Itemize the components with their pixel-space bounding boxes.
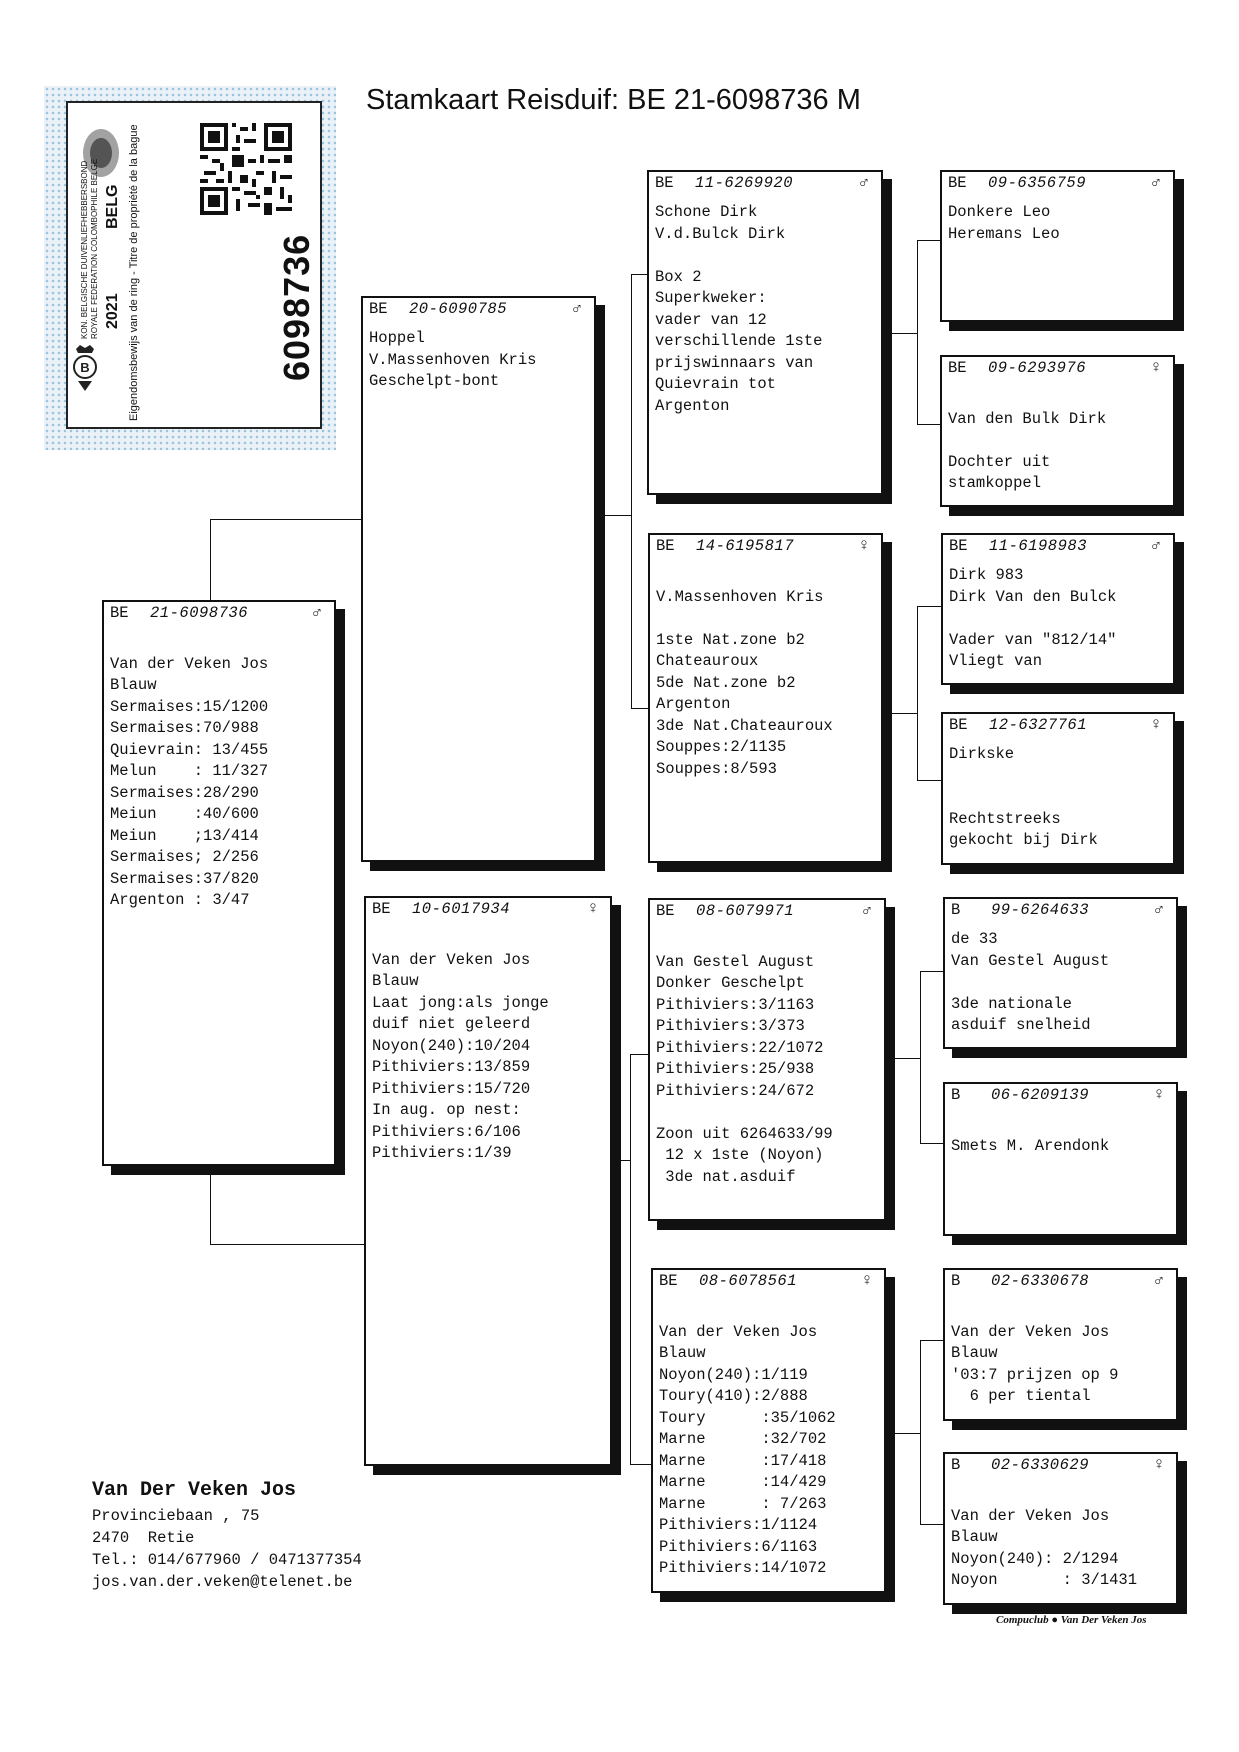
card-text-line: Schone Dirk <box>655 203 758 221</box>
owner-address-block <box>92 1477 362 1593</box>
card-text-line: Pithiviers:24/672 <box>656 1081 815 1100</box>
country-code: BE <box>948 359 967 378</box>
ring-number: 11-6198983 <box>989 537 1088 556</box>
svg-text:B: B <box>80 360 90 375</box>
card-text-line: 3de Nat.Chateauroux <box>656 716 833 735</box>
country-code: BE <box>949 537 968 556</box>
ring-number: 06-6209139 <box>991 1086 1090 1105</box>
qr-code-icon <box>200 123 292 215</box>
pedigree-card-mother[interactable] <box>364 896 612 1466</box>
card-text-line <box>372 928 604 950</box>
ring-number: 99-6264633 <box>991 901 1090 920</box>
pedigree-card-mm-mother[interactable] <box>943 1452 1178 1605</box>
male-symbol-icon: ♂ <box>571 300 583 320</box>
card-text-line: V.Massenhoven Kris <box>369 350 537 369</box>
card-header <box>951 1456 1170 1476</box>
ring-number: 21-6098736 <box>150 604 249 623</box>
card-header <box>949 537 1167 557</box>
card-text-line: V.Massenhoven Kris <box>656 587 824 606</box>
card-text-line: Sermaises:37/820 <box>110 869 259 888</box>
card-text-line: Noyon : 3/1431 <box>951 1571 1138 1589</box>
male-symbol-icon: ♂ <box>1150 537 1162 557</box>
card-text-line: gekocht bij Dirk <box>949 831 1098 849</box>
country-code: B <box>951 1456 961 1475</box>
female-symbol-icon: ♀ <box>1153 1456 1165 1476</box>
card-text-line: Pithiviers:1/39 <box>372 1144 512 1162</box>
ring-certificate <box>44 86 336 450</box>
card-text-line: '03:7 prijzen op 9 <box>951 1365 1119 1384</box>
card-header <box>655 174 875 194</box>
owner-phone: Tel.: 014/677960 / 0471377354 <box>92 1551 362 1569</box>
card-header <box>948 174 1167 194</box>
ring-number: 20-6090785 <box>409 300 508 319</box>
owner-email[interactable]: jos.van.der.veken@telenet.be <box>92 1573 353 1591</box>
card-text-line <box>948 387 1167 409</box>
country-code: BE <box>369 300 388 319</box>
card-text-line: Sermaises:28/290 <box>110 783 259 802</box>
country-code: B <box>951 1086 961 1105</box>
card-text-line: Quievrain: 13/455 <box>110 740 269 759</box>
card-text-line: Dirk 983 <box>949 566 1024 584</box>
card-text-line: asduif snelheid <box>951 1016 1091 1034</box>
card-text-line: Noyon(240):1/119 <box>659 1365 808 1384</box>
federation-logo-icon <box>72 343 98 393</box>
card-text-line: Geschelpt-bont <box>369 372 500 390</box>
country-code: BE <box>659 1272 678 1291</box>
card-text-line: Noyon(240): 2/1294 <box>951 1549 1119 1568</box>
card-text-line <box>656 608 875 630</box>
country-code: B <box>951 1272 961 1291</box>
card-text-line: Van den Bulk Dirk <box>948 409 1107 428</box>
card-text-line <box>951 972 1170 994</box>
card-text-line: Pithiviers:3/1163 <box>656 995 815 1014</box>
male-symbol-icon: ♂ <box>1153 1272 1165 1292</box>
male-symbol-icon: ♂ <box>858 174 870 194</box>
card-text-line: Dirk Van den Bulck <box>949 587 1117 606</box>
page-title: Stamkaart Reisduif: BE 21-6098736 M <box>366 84 861 116</box>
ring-certificate-frame <box>66 101 322 429</box>
card-header <box>951 901 1170 921</box>
card-text-line: Toury :35/1062 <box>659 1408 836 1427</box>
card-text-line: Pithiviers:6/106 <box>372 1122 521 1141</box>
card-text-line: Heremans Leo <box>948 224 1060 243</box>
card-text-line: Chateauroux <box>656 652 759 670</box>
male-symbol-icon: ♂ <box>311 604 323 624</box>
card-text-line: Pithiviers:1/1124 <box>659 1516 818 1534</box>
card-text-line <box>951 1114 1170 1136</box>
pedigree-card-ff-father[interactable] <box>940 170 1175 322</box>
card-text-line: 6 per tiental <box>951 1387 1091 1405</box>
card-text-line: Blauw <box>372 972 419 990</box>
card-text-line: Marne :32/702 <box>659 1430 827 1448</box>
female-symbol-icon: ♀ <box>1153 1086 1165 1106</box>
pedigree-card-mf-father[interactable] <box>943 897 1178 1049</box>
federation-nl-text: KON. BELGISCHE DUIVENLIEFHEBBERSBOND <box>80 160 89 339</box>
card-text-line: Pithiviers:25/938 <box>656 1060 815 1078</box>
ring-number: 08-6079971 <box>696 902 795 921</box>
card-text-line: Van der Veken Jos <box>951 1322 1110 1341</box>
card-header <box>369 300 588 320</box>
footer-credit: Compuclub ● Van Der Veken Jos <box>996 1614 1147 1626</box>
card-text-line: Box 2 <box>655 267 702 286</box>
pedigree-card-father[interactable] <box>361 296 596 862</box>
pedigree-card-mm-father[interactable] <box>943 1268 1178 1421</box>
owner-address: Provinciebaan , 75 <box>92 1507 260 1525</box>
card-text-line: Van der Veken Jos <box>951 1506 1110 1525</box>
card-text-line: In aug. op nest: <box>372 1101 521 1119</box>
card-text-line: Argenton <box>656 695 731 713</box>
card-text-line: Dirkske <box>949 745 1015 763</box>
pedigree-card-subject[interactable] <box>102 600 336 1166</box>
pedigree-card-fm-father[interactable] <box>941 533 1175 685</box>
card-text-line: V.d.Bulck Dirk <box>655 224 786 243</box>
card-text-line: duif niet geleerd <box>372 1015 531 1033</box>
card-text-line: Noyon(240):10/204 <box>372 1036 531 1055</box>
card-text-line: Donker Geschelpt <box>656 974 805 992</box>
card-text-line: Sermaises:15/1200 <box>110 697 269 716</box>
card-header <box>656 902 878 922</box>
card-text-line: Marne :14/429 <box>659 1473 827 1491</box>
card-text-line: Vader van "812/14" <box>949 630 1117 649</box>
card-header <box>948 359 1167 379</box>
card-text-line: prijswinnaars van <box>655 353 814 372</box>
card-text-line: Melun : 11/327 <box>110 762 269 780</box>
female-symbol-icon: ♀ <box>861 1272 873 1292</box>
card-text-line: Van der Veken Jos <box>659 1322 818 1341</box>
card-text-line: Smets M. Arendonk <box>951 1136 1110 1155</box>
card-text-line: Sermaises; 2/256 <box>110 848 259 866</box>
card-text-line: Meiun ;13/414 <box>110 826 259 845</box>
card-header <box>110 604 328 624</box>
owner-name: Van Der Veken Jos <box>92 1479 297 1502</box>
ring-number: 09-6293976 <box>988 359 1087 378</box>
card-text-line <box>656 930 878 952</box>
male-symbol-icon: ♂ <box>1150 174 1162 194</box>
ring-number: 14-6195817 <box>696 537 795 556</box>
card-text-line <box>951 1300 1170 1322</box>
card-text-line: Argenton <box>655 396 730 415</box>
card-text-line <box>656 1102 878 1124</box>
card-text-line <box>656 565 875 587</box>
card-text-line: Blauw <box>951 1344 998 1362</box>
card-header <box>372 900 604 920</box>
card-text-line: Souppes:2/1135 <box>656 738 787 756</box>
card-text-line: Pithiviers:22/1072 <box>656 1038 824 1057</box>
pedigree-card-mf-mother[interactable] <box>943 1082 1178 1236</box>
country-code: BE <box>655 174 674 193</box>
card-text-line: Van Gestel August <box>656 952 815 971</box>
card-text-line: Quievrain tot <box>655 375 776 393</box>
male-symbol-icon: ♂ <box>1153 901 1165 921</box>
card-text-line: 12 x 1ste (Noyon) <box>656 1146 824 1164</box>
country-code: BE <box>372 900 391 919</box>
female-symbol-icon: ♀ <box>587 900 599 920</box>
card-header <box>659 1272 878 1292</box>
card-text-line: 3de nationale <box>951 994 1072 1013</box>
ring-number: 12-6327761 <box>989 716 1088 735</box>
card-header <box>951 1272 1170 1292</box>
card-text-line: Van Gestel August <box>951 951 1110 970</box>
female-symbol-icon: ♀ <box>858 537 870 557</box>
card-text-line: Van der Veken Jos <box>372 950 531 969</box>
female-symbol-icon: ♀ <box>1150 716 1162 736</box>
ring-number: 6098736 <box>276 233 317 381</box>
card-text-line <box>655 245 875 267</box>
card-text-line <box>949 787 1167 809</box>
ring-number: 09-6356759 <box>988 174 1087 193</box>
card-text-line: Laat jong:als jonge <box>372 993 549 1012</box>
card-header <box>951 1086 1170 1106</box>
card-text-line <box>949 608 1167 630</box>
country-code: B <box>951 901 961 920</box>
card-text-line: vader van 12 <box>655 310 767 329</box>
card-text-line: 1ste Nat.zone b2 <box>656 630 805 649</box>
male-symbol-icon: ♂ <box>861 902 873 922</box>
pedigree-card-fm-mother[interactable] <box>941 712 1175 865</box>
card-text-line: Van der Veken Jos <box>110 654 269 673</box>
card-text-line: Blauw <box>659 1344 706 1362</box>
card-header <box>949 716 1167 736</box>
country-code: BE <box>656 537 675 556</box>
card-text-line: Marne : 7/263 <box>659 1494 827 1513</box>
ring-country: BELG <box>104 184 121 229</box>
card-text-line: Blauw <box>110 676 157 694</box>
card-text-line: Pithiviers:13/859 <box>372 1058 531 1076</box>
country-code: BE <box>656 902 675 921</box>
card-text-line: Souppes:8/593 <box>656 759 777 778</box>
pedigree-card-ff-mother[interactable] <box>940 355 1175 507</box>
card-text-line: Argenton : 3/47 <box>110 891 250 909</box>
ownership-text: Eigendomsbewijs van de ring - Titre de propriété de la bague <box>128 124 140 421</box>
card-text-line: 5de Nat.zone b2 <box>656 673 796 692</box>
ring-number: 08-6078561 <box>699 1272 798 1291</box>
card-text-line: Superkweker: <box>655 289 767 307</box>
card-text-line: Zoon uit 6264633/99 <box>656 1124 833 1143</box>
card-header <box>656 537 875 557</box>
country-code: BE <box>949 716 968 735</box>
ring-number: 11-6269920 <box>695 174 794 193</box>
card-text-line <box>110 632 328 654</box>
pedigree-card-mother-father[interactable] <box>648 898 886 1221</box>
card-text-line: Pithiviers:6/1163 <box>659 1537 818 1556</box>
card-text-line: Hoppel <box>369 329 425 347</box>
pedigree-card-mother-mother[interactable] <box>651 1268 886 1593</box>
card-text-line: Pithiviers:14/1072 <box>659 1559 827 1577</box>
card-text-line <box>951 1484 1170 1506</box>
country-code: BE <box>948 174 967 193</box>
card-text-line: 3de nat.asduif <box>656 1167 796 1186</box>
pedigree-card-father-father[interactable] <box>647 170 883 495</box>
card-text-line <box>659 1300 878 1322</box>
female-symbol-icon: ♀ <box>1150 359 1162 379</box>
ring-number: 02-6330678 <box>991 1272 1090 1291</box>
federation-fr-text: ROYALE FEDERATION COLOMBOPHILE BELGE <box>90 158 99 339</box>
card-text-line: Blauw <box>951 1528 998 1546</box>
card-text-line: Marne :17/418 <box>659 1451 827 1470</box>
card-text-line: Dochter uit <box>948 452 1051 471</box>
ring-number: 02-6330629 <box>991 1456 1090 1475</box>
card-text-line: Donkere Leo <box>948 203 1051 221</box>
card-text-line: verschillende 1ste <box>655 332 823 350</box>
card-text-line: Sermaises:70/988 <box>110 719 259 737</box>
card-text-line: Pithiviers:15/720 <box>372 1079 531 1098</box>
card-text-line <box>948 430 1167 452</box>
card-text-line: Pithiviers:3/373 <box>656 1017 805 1035</box>
pedigree-card-father-mother[interactable] <box>648 533 883 863</box>
card-text-line: Meiun :40/600 <box>110 805 259 823</box>
card-text-line: stamkoppel <box>948 474 1042 492</box>
ring-number: 10-6017934 <box>412 900 511 919</box>
card-text-line <box>949 766 1167 788</box>
ring-year: 2021 <box>104 293 121 329</box>
card-text-line: Toury(410):2/888 <box>659 1387 808 1405</box>
card-text-line: Rechtstreeks <box>949 809 1061 828</box>
card-text-line: de 33 <box>951 930 998 948</box>
country-code: BE <box>110 604 129 623</box>
owner-city: 2470 Retie <box>92 1529 195 1547</box>
card-text-line: Vliegt van <box>949 652 1043 670</box>
